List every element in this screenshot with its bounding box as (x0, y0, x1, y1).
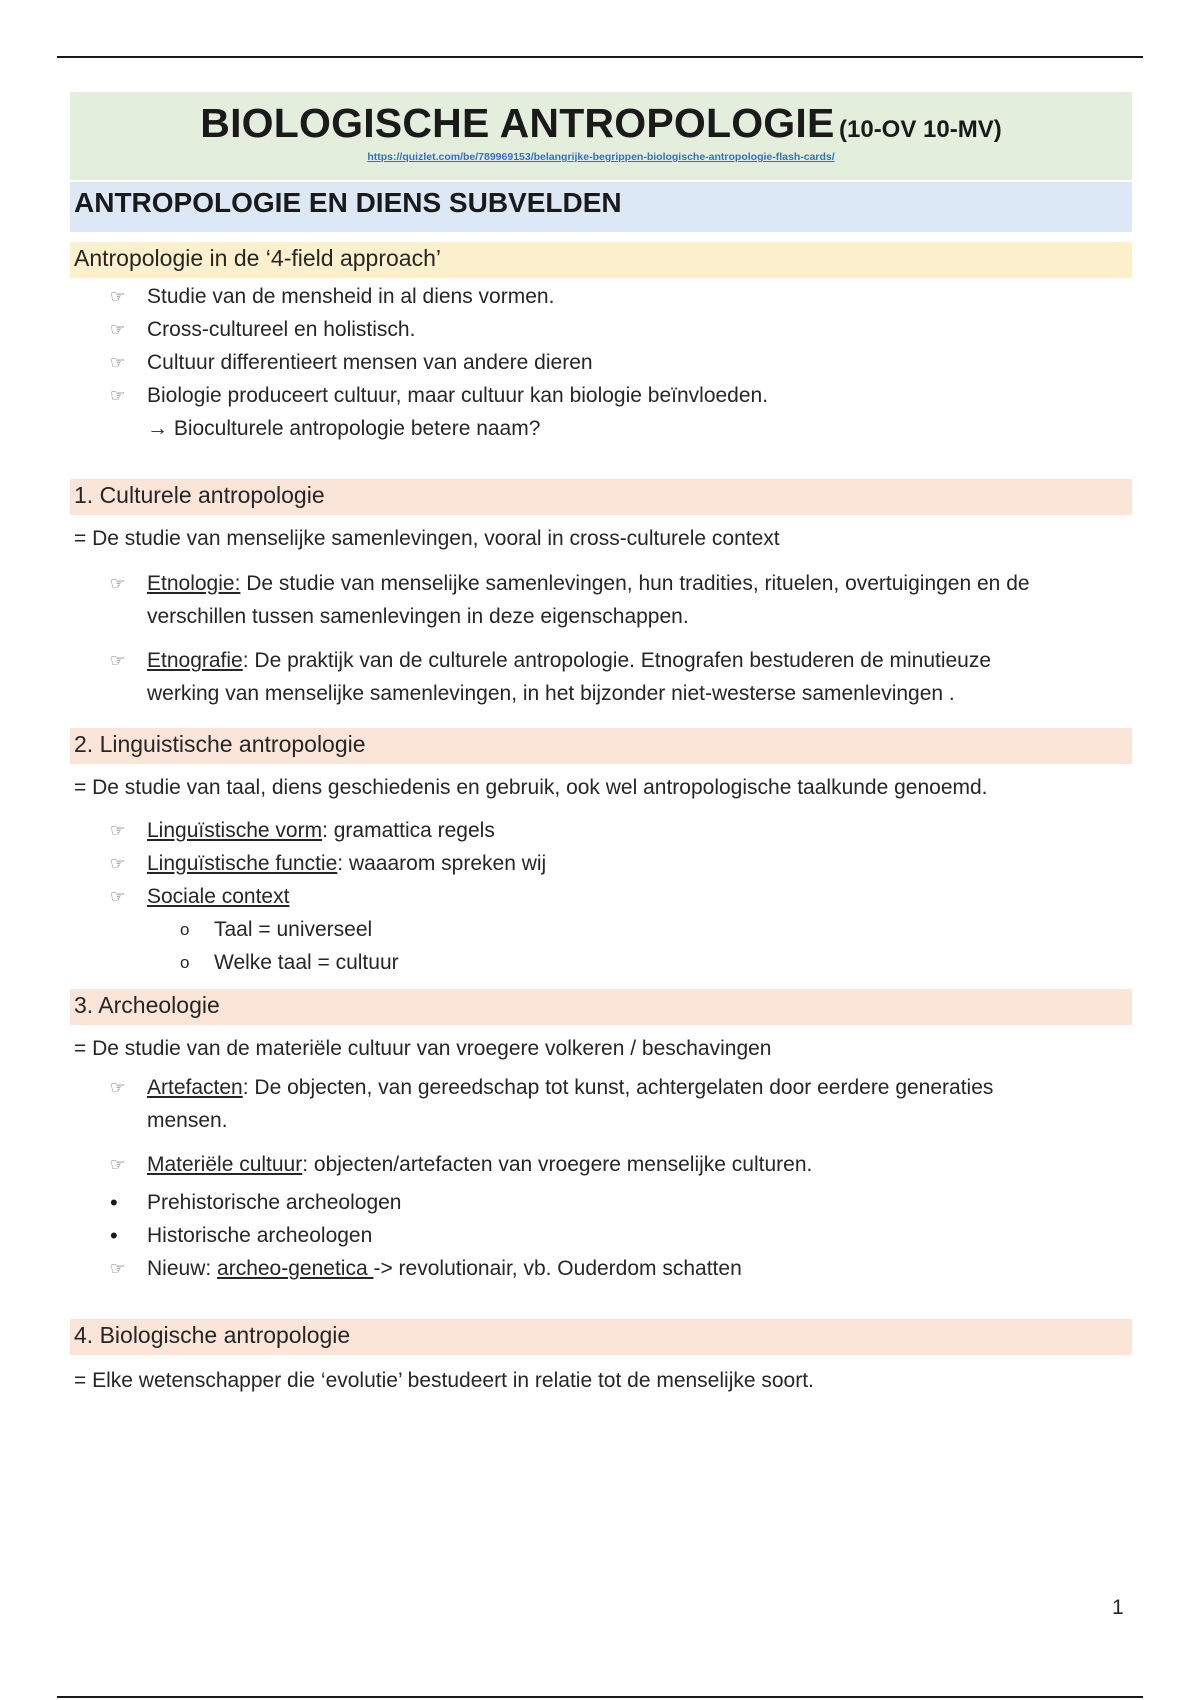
heading-1-text: ANTROPOLOGIE EN DIENS SUBVELDEN (74, 187, 622, 218)
pointing-hand-icon: ☞ (110, 574, 126, 593)
list-item (110, 379, 1132, 412)
term: Sociale context (147, 885, 290, 908)
sub-list-item (180, 913, 1132, 946)
pointing-hand-icon: ☞ (110, 353, 126, 372)
definition: = De studie van taal, diens geschiedenis en gebruik, ook wel antropologische taalkunde genoemd. (74, 776, 988, 799)
title-suffix: (10-OV 10-MV) (839, 116, 1002, 143)
list-item (110, 847, 1132, 880)
term: archeo-genetica (217, 1257, 374, 1280)
sub-list-item-text: Taal = universeel (214, 918, 373, 941)
section-heading-biologische (70, 1319, 1132, 1355)
pointing-hand-icon: ☞ (110, 887, 126, 906)
term: Etnografie (147, 649, 243, 672)
title-block (70, 92, 1132, 180)
section-heading-4-field (70, 242, 1132, 278)
list-item (110, 567, 1030, 633)
page-number: 1 (1112, 1596, 1124, 1619)
bullet-list (70, 1186, 1132, 1285)
term-description: -> revolutionair, vb. Ouderdom schatten (373, 1257, 742, 1280)
section-heading-text: 4. Biologische antropologie (74, 1322, 351, 1348)
list-item (110, 1252, 1132, 1285)
term-description: : De praktijk van de culturele antropologie. Etnografen bestuderen de minutieuze werking van menselijke samenlevingen, in het bijzonder niet-westerse samenlevingen . (147, 649, 992, 705)
pointing-hand-icon: ☞ (110, 320, 126, 339)
list-item (110, 313, 1132, 346)
definition: = De studie van menselijke samenlevingen, vooral in cross-culturele context (74, 527, 780, 550)
sub-list-item-text: Welke taal = cultuur (214, 951, 399, 974)
list-item (110, 280, 1132, 313)
section-heading-text: 3. Archeologie (74, 992, 220, 1018)
circle-bullet-icon: o (180, 920, 190, 939)
pointing-hand-icon: ☞ (110, 651, 126, 670)
list-item (110, 1186, 1132, 1219)
list-item (110, 1071, 1030, 1137)
definition: = Elke wetenschapper die ‘evolutie’ bestudeert in relatie tot de menselijke soort. (74, 1369, 814, 1392)
list-item (110, 644, 1030, 710)
pointing-hand-icon: ☞ (110, 1078, 126, 1097)
sub-list (70, 913, 1132, 979)
heading-1 (70, 182, 1132, 232)
term-description: : gramattica regels (322, 819, 495, 842)
arrow-note: → Bioculturele antropologie betere naam? (147, 417, 541, 440)
list-item-text: Historische archeologen (147, 1224, 373, 1247)
pointing-hand-icon: ☞ (110, 287, 126, 306)
term: Artefacten (147, 1076, 243, 1099)
dot-bullet-icon: • (110, 1190, 118, 1215)
section-heading-culturele (70, 479, 1132, 515)
bullet-list (70, 814, 1132, 913)
term: Linguïstische vorm (147, 819, 323, 842)
pointing-hand-icon: ☞ (110, 1259, 126, 1278)
term-description: : objecten/artefacten van vroegere menselijke culturen. (302, 1153, 813, 1176)
section-heading-linguistische (70, 728, 1132, 764)
section-heading-text: 1. Culturele antropologie (74, 482, 325, 508)
list-item-text: Biologie produceert cultuur, maar cultuur kan biologie beïnvloeden. (147, 384, 769, 407)
document-page (70, 92, 1132, 1397)
top-rule (57, 56, 1143, 58)
bottom-rule (57, 1696, 1143, 1698)
circle-bullet-icon: o (180, 953, 190, 972)
term-description: : waaarom spreken wij (337, 852, 547, 875)
list-item-text: Cultuur differentieert mensen van andere dieren (147, 351, 593, 374)
term: Materiële cultuur (147, 1153, 303, 1176)
list-item-text: Studie van de mensheid in al diens vormen. (147, 285, 555, 308)
bullet-list (70, 567, 1030, 710)
term-description: : De objecten, van gereedschap tot kunst, achtergelaten door eerdere generaties mensen. (147, 1076, 994, 1132)
pointing-hand-icon: ☞ (110, 854, 126, 873)
new-prefix: Nieuw: (147, 1257, 218, 1280)
section-heading-archeologie (70, 989, 1132, 1025)
title-main: BIOLOGISCHE ANTROPOLOGIE (200, 100, 835, 146)
sub-list-item (180, 946, 1132, 979)
list-item (110, 880, 1132, 913)
term: Etnologie: (147, 572, 241, 595)
list-item (110, 346, 1132, 379)
definition: = De studie van de materiële cultuur van vroegere volkeren / beschavingen (74, 1037, 772, 1060)
section-heading-text: 2. Linguistische antropologie (74, 731, 366, 757)
term: Linguïstische functie (147, 852, 338, 875)
term-description: De studie van menselijke samenlevingen, hun tradities, rituelen, overtuigingen en de verschillen tussen samenlevingen in deze eigenschappen. (147, 572, 1030, 628)
pointing-hand-icon: ☞ (110, 821, 126, 840)
pointing-hand-icon: ☞ (110, 386, 126, 405)
list-item (110, 1219, 1132, 1252)
bullet-list (70, 1071, 1030, 1181)
bullet-list (70, 280, 1132, 412)
quizlet-link[interactable]: https://quizlet.com/be/789969153/belangrijke-begrippen-biologische-antropologie-flash-cards/ (367, 151, 835, 163)
list-item (110, 814, 1132, 847)
list-item-text: Cross-cultureel en holistisch. (147, 318, 416, 341)
section-heading-text: Antropologie in de ‘4-field approach’ (74, 245, 441, 271)
page-title (70, 100, 1132, 147)
pointing-hand-icon: ☞ (110, 1155, 126, 1174)
list-item (110, 1148, 1030, 1181)
dot-bullet-icon: • (110, 1223, 118, 1248)
list-item-text: Prehistorische archeologen (147, 1191, 402, 1214)
